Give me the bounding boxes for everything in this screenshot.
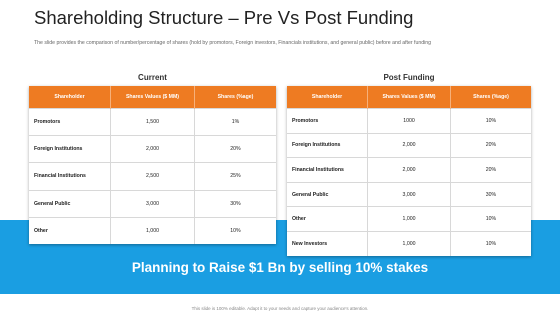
percent-cell: 30%: [450, 182, 531, 207]
shareholder-cell: General Public: [29, 190, 111, 217]
value-cell: 1,500: [111, 109, 195, 136]
table-row: [29, 217, 276, 244]
shareholder-cell: Financial Institutions: [29, 163, 111, 190]
shareholder-cell: Foreign Institutions: [287, 133, 368, 158]
table-row: [29, 136, 276, 163]
shareholder-cell: Foreign Institutions: [29, 136, 111, 163]
value-cell: 3,000: [368, 182, 451, 207]
percent-cell: 20%: [450, 133, 531, 158]
value-cell: 3,000: [111, 190, 195, 217]
percent-cell: 20%: [450, 158, 531, 183]
current-table: [29, 86, 276, 244]
shareholder-cell: Financial Institutions: [287, 158, 368, 183]
value-cell: 1,000: [368, 231, 451, 255]
current-table-title: Current: [138, 73, 167, 82]
percent-cell: 30%: [194, 190, 276, 217]
percent-cell: 10%: [450, 109, 531, 134]
table-row: [29, 190, 276, 217]
column-header: Shares (%age): [450, 86, 531, 109]
post-funding-table: [287, 86, 531, 256]
shareholder-cell: General Public: [287, 182, 368, 207]
table-row: [287, 231, 531, 255]
shareholder-cell: New Investors: [287, 231, 368, 255]
value-cell: 1,000: [111, 217, 195, 244]
footer-note: This slide is 100% editable. Adapt it to your needs and capture your audience's attention.: [191, 306, 369, 311]
table-row: [287, 133, 531, 158]
column-header: Shareholder: [287, 86, 368, 109]
value-cell: 2,000: [368, 158, 451, 183]
column-header: Shares Values ($ MM): [111, 86, 195, 109]
value-cell: 2,500: [111, 163, 195, 190]
percent-cell: 10%: [194, 217, 276, 244]
table-row: [29, 109, 276, 136]
column-header: Shareholder: [29, 86, 111, 109]
shareholder-cell: Promotors: [287, 109, 368, 134]
column-header: Shares Values ($ MM): [368, 86, 451, 109]
percent-cell: 10%: [450, 231, 531, 255]
table-row: [287, 207, 531, 232]
column-header: Shares (%age): [194, 86, 276, 109]
table-row: [287, 182, 531, 207]
table-header-row: [287, 86, 531, 109]
percent-cell: 20%: [194, 136, 276, 163]
shareholder-cell: Promotors: [29, 109, 111, 136]
value-cell: 1,000: [368, 207, 451, 232]
value-cell: 2,000: [111, 136, 195, 163]
slide-description: The slide provides the comparison of number/percentage of shares (hold by promotors, Foreign investors, Financials institutions, and general public) before and after funding: [34, 40, 432, 46]
table-row: [287, 109, 531, 134]
table-row: [29, 163, 276, 190]
percent-cell: 1%: [194, 109, 276, 136]
percent-cell: 25%: [194, 163, 276, 190]
banner-text: Planning to Raise $1 Bn by selling 10% stakes: [131, 260, 429, 275]
value-cell: 2,000: [368, 133, 451, 158]
post-funding-panel: [287, 70, 531, 245]
table-header-row: [29, 86, 276, 109]
slide-title: Shareholding Structure – Pre Vs Post Funding: [34, 7, 414, 28]
value-cell: 1000: [368, 109, 451, 134]
shareholder-cell: Other: [287, 207, 368, 232]
shareholder-cell: Other: [29, 217, 111, 244]
percent-cell: 10%: [450, 207, 531, 232]
table-row: [287, 158, 531, 183]
post-funding-table-title: Post Funding: [383, 73, 435, 82]
current-panel: [29, 70, 276, 245]
